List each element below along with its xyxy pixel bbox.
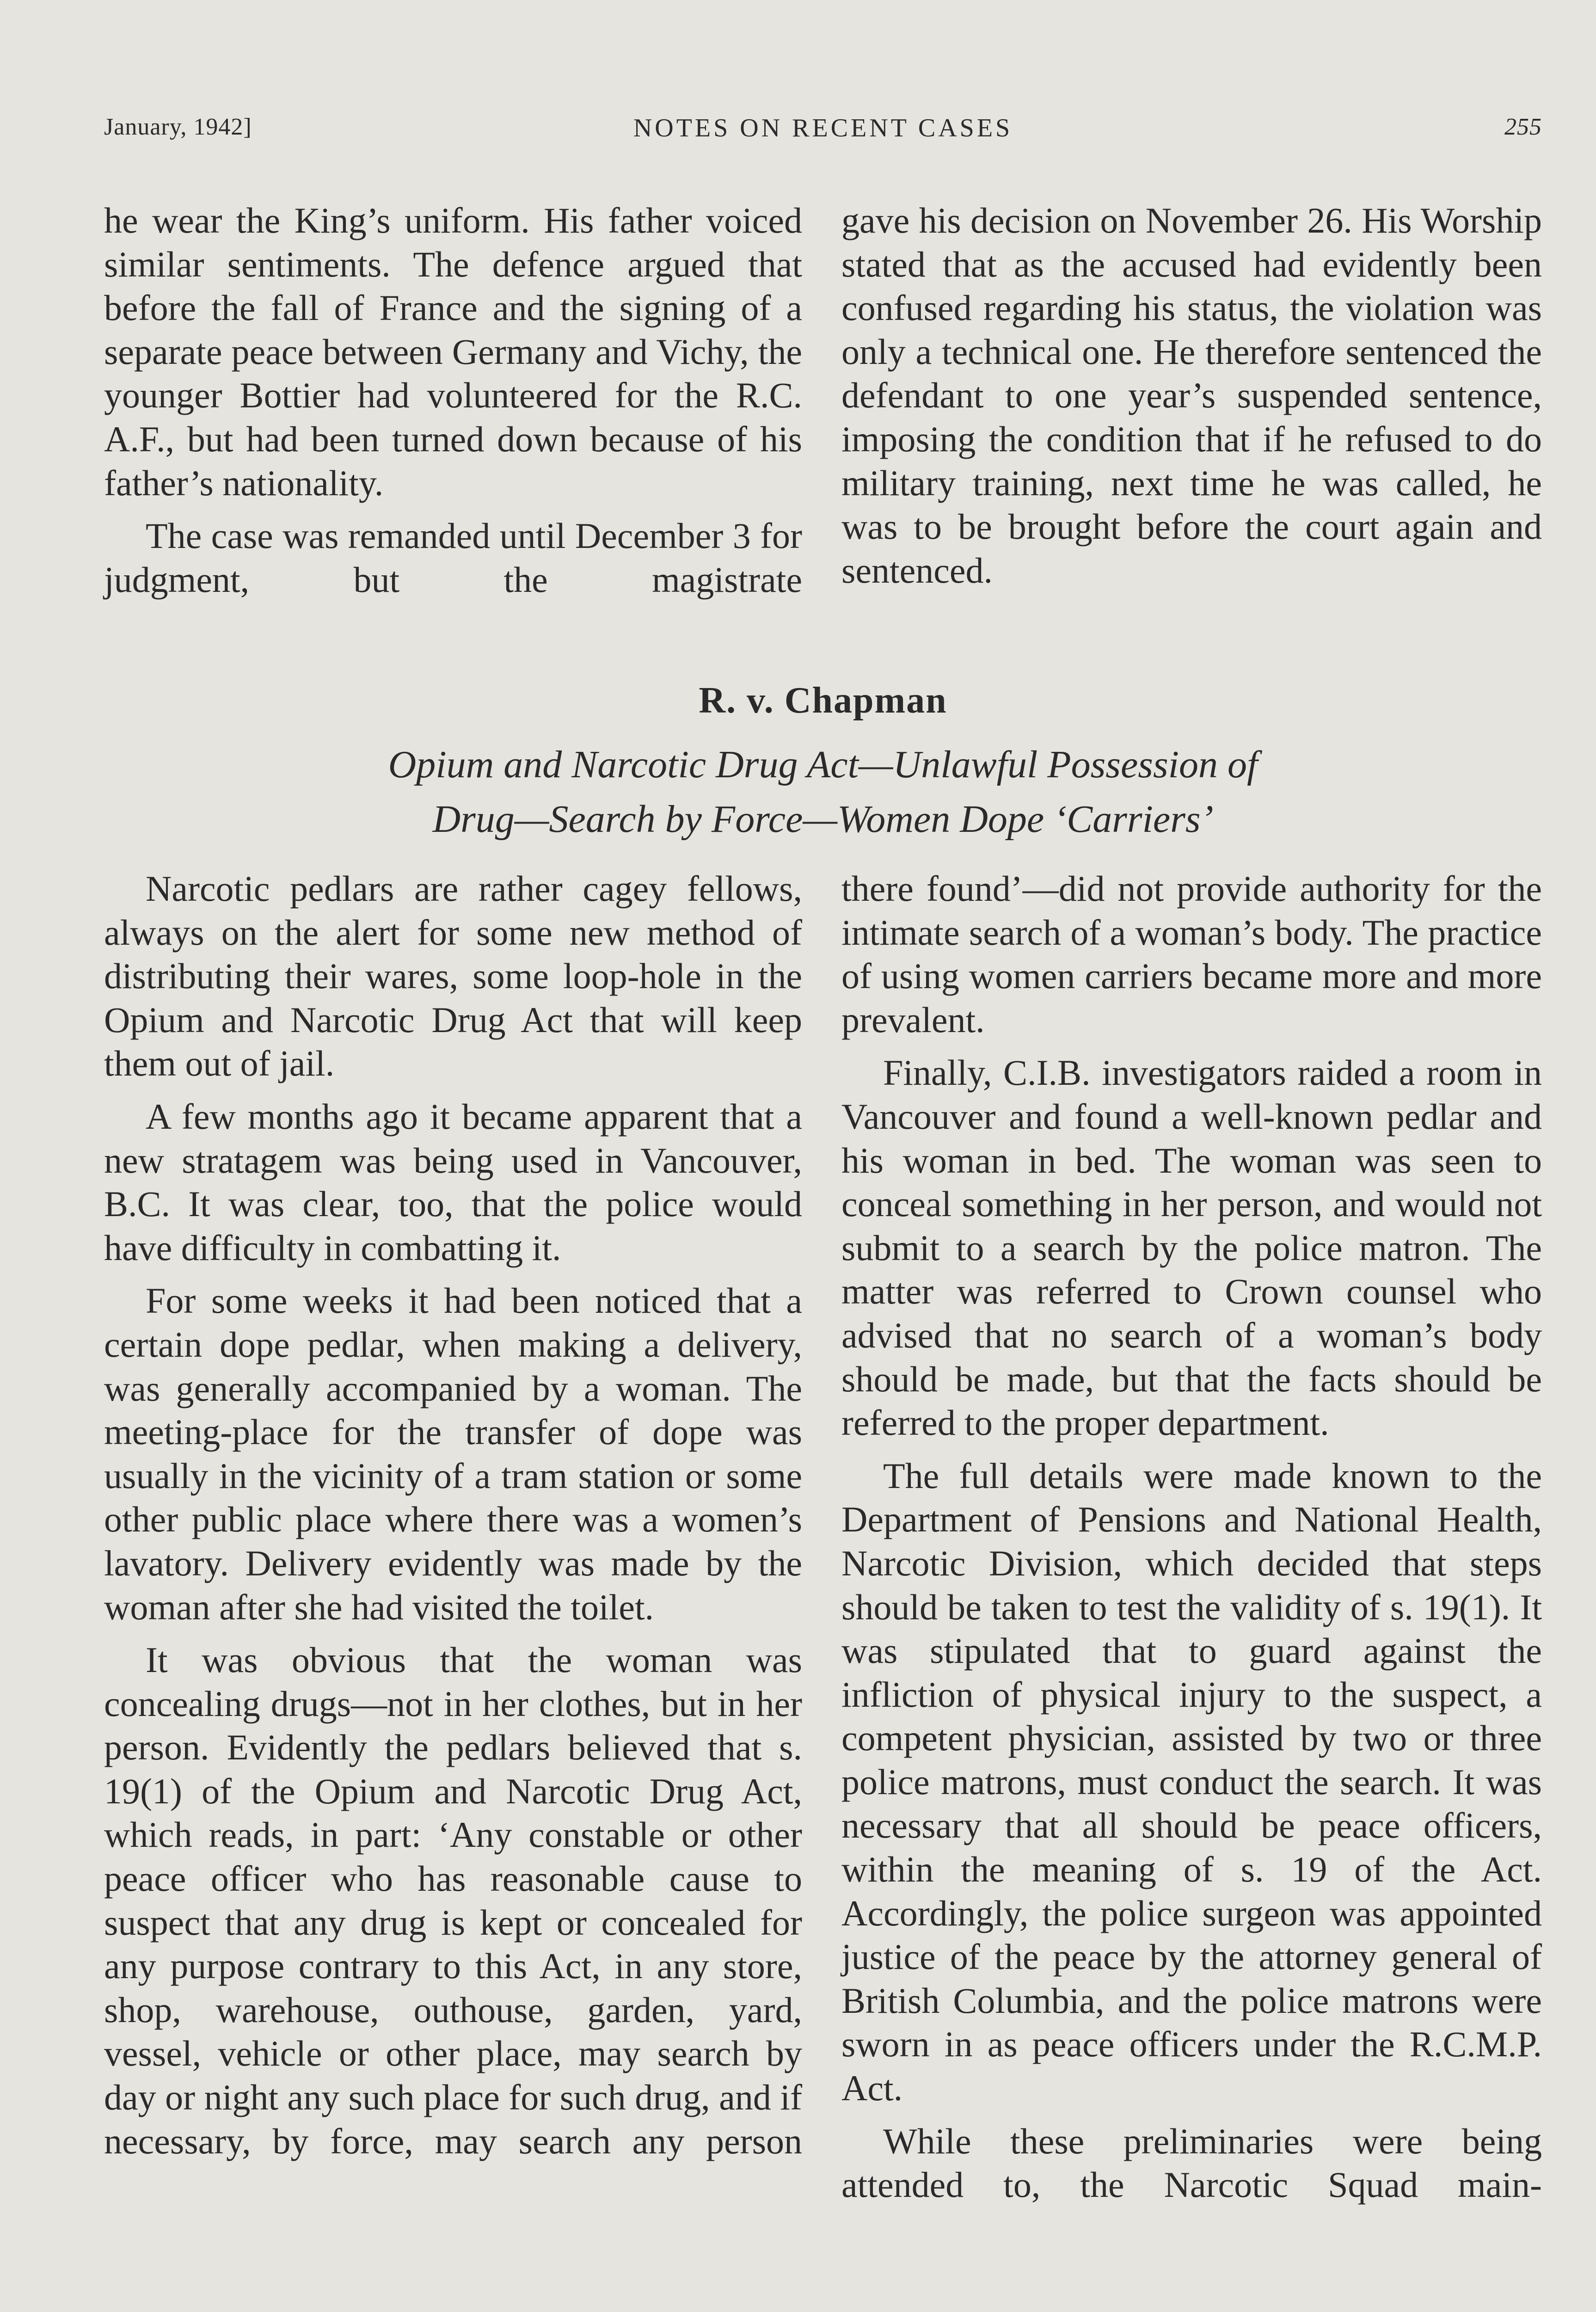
case-subtitle <box>104 738 1542 847</box>
top-left-column <box>104 199 802 611</box>
bottom-left-column <box>104 867 802 2172</box>
top-right-column <box>841 199 1542 602</box>
paragraph: A few months ago it became apparent that a new stratagem was being used in Vancouver, B.C. It was clear, too, that the police would have difficulty in combatting it. <box>104 1096 802 1268</box>
paragraph: The full details were made known to the Department of Pensions and National Health, Narcotic Division, which decided that steps should be taken to test the validity of s. 19(1). It was stipulated that to guard against the infliction of physical injury to the suspect, a competent physician, assisted by two or three police matrons, must conduct the search. It was necessary that all should be peace officers, within the meaning of s. 19 of the Act. Accordingly, the police surgeon was appointed justice of the peace by the attorney general of British Columbia, and the police matrons were sworn in as peace officers under the R.C.M.P. Act. <box>841 1455 1542 2109</box>
running-head <box>104 113 1542 150</box>
section-title: NOTES ON RECENT CASES <box>633 114 1013 142</box>
page-number: 255 <box>1504 114 1542 140</box>
paragraph: The case was remanded until December 3 for judgment, but the magistrate <box>104 516 802 600</box>
paragraph: gave his decision on November 26. His Worship stated that as the accused had evidently been confused regarding his status, the violation was only a technical one. He therefore sentenced the defendant to one year’s suspended sentence, imposing the condition that if he refused to do military training, next time he was called, he was to be brought before the court again and sentenced. <box>841 200 1542 590</box>
case-subtitle-line: Opium and Narcotic Drug Act—Unlawful Possession of <box>388 743 1258 786</box>
case-title: R. v. Chapman <box>699 680 947 721</box>
paragraph: Finally, C.I.B. investigators raided a room in Vancouver and found a well-known pedlar and his woman in bed. The woman was seen to conceal something in her person, and would not submit to a search by the police matron. The matter was referred to Crown counsel who advised that no search of a woman’s body should be made, but that the facts should be referred to the proper department. <box>841 1052 1542 1443</box>
paragraph: While these preliminaries were being attended to, the Narcotic Squad main- <box>841 2121 1542 2205</box>
paragraph: Narcotic pedlars are rather cagey fellows, always on the alert for some new method of distributing their wares, some loop-hole in the Opium and Narcotic Drug Act that will keep them out of jail. <box>104 868 802 1084</box>
paragraph: It was obvious that the woman was concealing drugs—not in her clothes, but in her person. Evidently the pedlars believed that s. 19(1) of the Opium and Narcotic Drug Act, which reads, in part: ‘Any constable or other peace officer who has reasonable cause to suspect that any drug is kept or concealed for any purpose contrary to this Act, in any store, shop, warehouse, outhouse, garden, yard, vessel, vehicle or other place, may search by day or night any such place for such drug, and if necessary, by force, may search any person <box>104 1640 802 2161</box>
issue-date: January, 1942] <box>104 114 252 140</box>
paragraph: he wear the King’s uniform. His father voiced similar sentiments. The defence argued that before the fall of France and the signing of a separate peace between Germany and Vichy, the younger Bottier had volunteered for the R.C. A.F., but had been turned down because of his father’s nationality. <box>104 200 802 503</box>
paragraph: there found’—did not provide authority for the intimate search of a woman’s body. The practice of using women carriers became more and more prevalent. <box>841 868 1542 1040</box>
paragraph: For some weeks it had been noticed that a certain dope pedlar, when making a delivery, was generally accompanied by a woman. The meeting-place for the transfer of dope was usually in the vicinity of a tram station or some other public place where there was a women’s lavatory. Delivery evidently was made by the woman after she had visited the toilet. <box>104 1280 802 1627</box>
bottom-right-column <box>841 867 1542 2216</box>
case-subtitle-line: Drug—Search by Force—Women Dope ‘Carriers’ <box>432 798 1214 841</box>
